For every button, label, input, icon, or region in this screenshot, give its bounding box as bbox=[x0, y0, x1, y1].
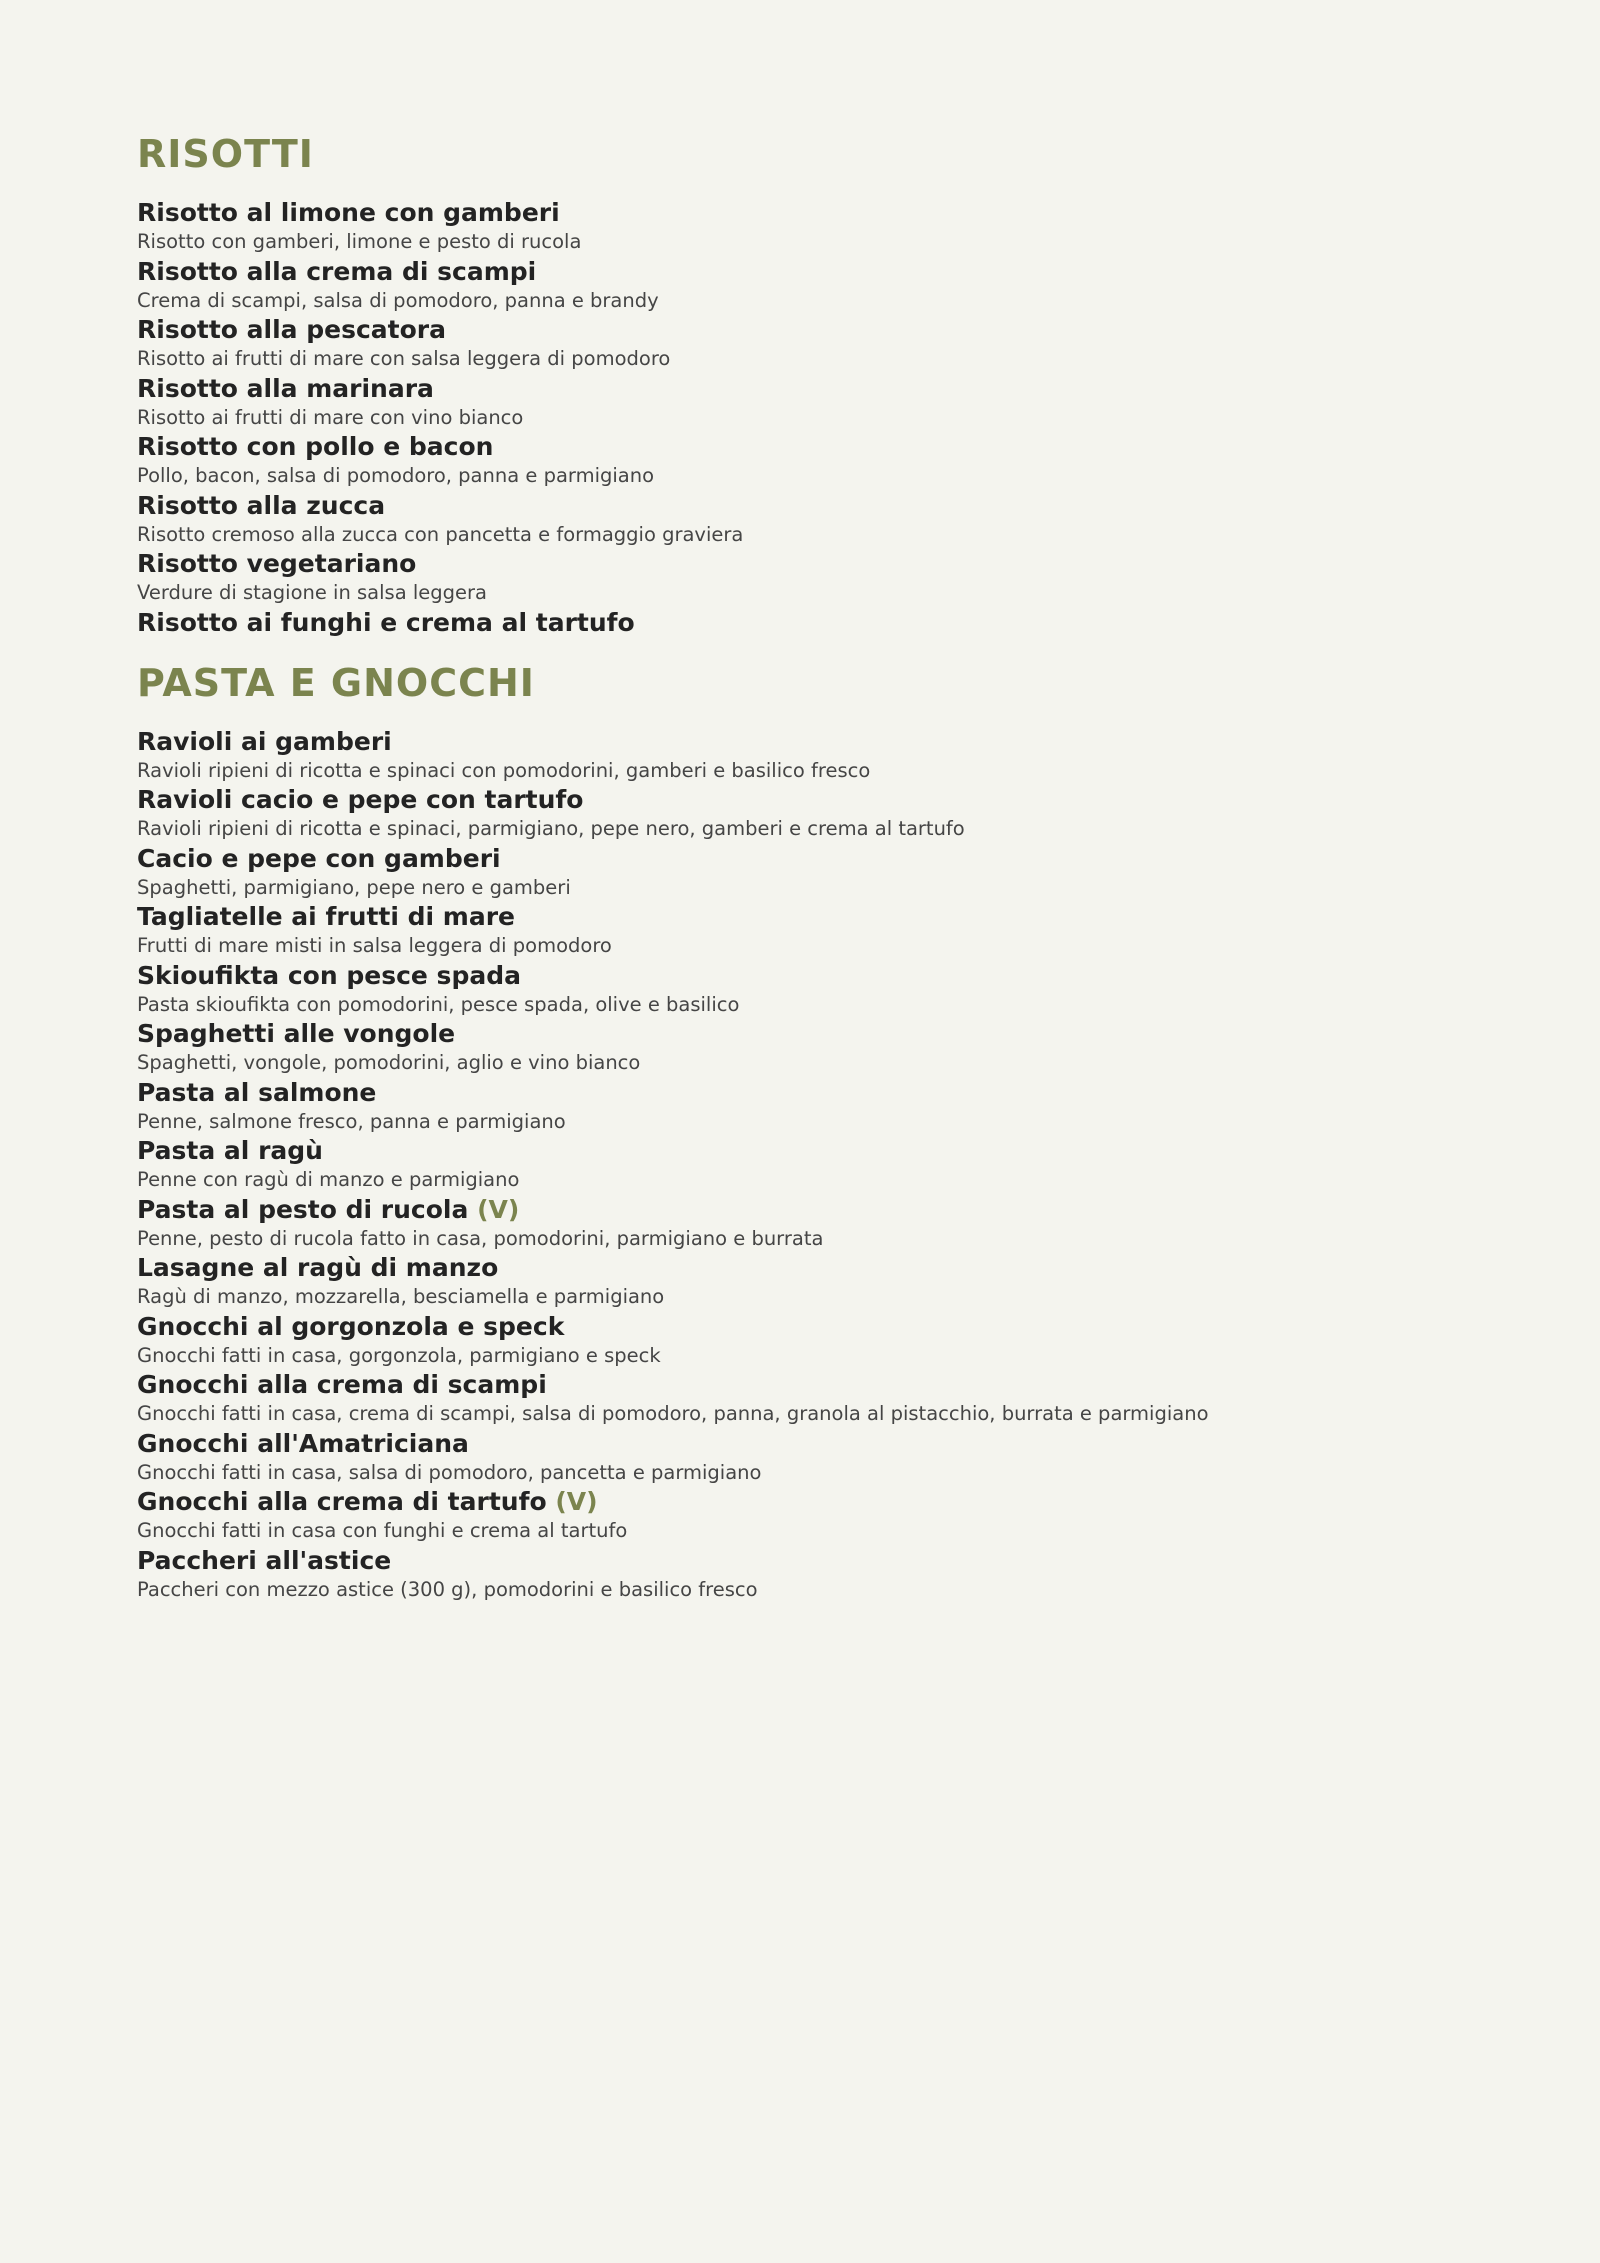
menu-item-name-text: Pasta al pesto di rucola bbox=[137, 1194, 469, 1224]
section-title: PASTA E GNOCCHI bbox=[137, 660, 535, 705]
menu-item bbox=[137, 959, 1517, 1018]
menu-item-description: Gnocchi fatti in casa, salsa di pomodoro, pancetta e parmigiano bbox=[137, 1460, 762, 1484]
menu-item-description: Risotto cremoso alla zucca con pancetta e formaggio graviera bbox=[137, 522, 744, 546]
menu-item-name bbox=[137, 900, 1517, 933]
menu-item-name bbox=[137, 959, 1517, 992]
menu-item-name bbox=[137, 725, 1517, 758]
menu-item-name-text: Ravioli cacio e pepe con tartufo bbox=[137, 785, 584, 814]
menu-item-name-text: Risotto alla crema di scampi bbox=[137, 256, 537, 286]
menu-item-name bbox=[137, 1368, 1517, 1401]
menu-item bbox=[137, 842, 1517, 901]
menu-item-name-text: Paccheri all'astice bbox=[137, 1545, 392, 1575]
menu-item bbox=[137, 313, 1517, 372]
menu-item-name-text: Risotto alla pescatora bbox=[137, 315, 446, 344]
menu-item-name-text: Risotto vegetariano bbox=[137, 549, 417, 578]
menu-item-name bbox=[137, 1134, 1517, 1167]
menu-item-description: Verdure di stagione in salsa leggera bbox=[137, 581, 487, 604]
menu-item-name bbox=[137, 1193, 1517, 1226]
vegetarian-badge: (V) bbox=[555, 1487, 598, 1516]
menu-item-description: Risotto ai frutti di mare con salsa leggera di pomodoro bbox=[137, 347, 671, 370]
menu-item-description: Pollo, bacon, salsa di pomodoro, panna e parmigiano bbox=[137, 464, 655, 487]
menu-item-name-text: Gnocchi al gorgonzola e speck bbox=[137, 1311, 565, 1341]
menu-item-name bbox=[137, 196, 1517, 229]
menu-item-name bbox=[137, 1485, 1517, 1518]
menu-item-name-text: Cacio e pepe con gamberi bbox=[137, 843, 501, 873]
menu-item bbox=[137, 725, 1517, 784]
menu-item bbox=[137, 547, 1517, 606]
menu-item-description: Gnocchi fatti in casa, crema di scampi, salsa di pomodoro, panna, granola al pistacchio, burrata e parmigiano bbox=[137, 1402, 1209, 1425]
menu-item-description: Frutti di mare misti in salsa leggera di pomodoro bbox=[137, 934, 612, 957]
menu-item bbox=[137, 1017, 1517, 1076]
menu-item-description: Gnocchi fatti in casa, gorgonzola, parmigiano e speck bbox=[137, 1343, 661, 1367]
menu-item-description: Ragù di manzo, mozzarella, besciamella e parmigiano bbox=[137, 1285, 665, 1308]
menu-item bbox=[137, 372, 1517, 431]
menu-item-name-text: Spaghetti alle vongole bbox=[137, 1019, 456, 1048]
menu-item-description: Ravioli ripieni di ricotta e spinaci, parmigiano, pepe nero, gamberi e crema al tartufo bbox=[137, 817, 965, 840]
menu-item-name-text: Ravioli ai gamberi bbox=[137, 726, 392, 756]
menu-item-description: Spaghetti, parmigiano, pepe nero e gamberi bbox=[137, 875, 571, 899]
menu-item bbox=[137, 430, 1517, 489]
menu-item bbox=[137, 1485, 1517, 1544]
menu-item bbox=[137, 606, 1517, 639]
menu-item-description: Risotto con gamberi, limone e pesto di rucola bbox=[137, 230, 582, 253]
menu-item-name-text: Skioufikta con pesce spada bbox=[137, 960, 521, 990]
menu-content bbox=[137, 128, 1517, 1602]
menu-item-name bbox=[137, 547, 1517, 580]
menu-item-name-text: Risotto ai funghi e crema al tartufo bbox=[137, 607, 635, 637]
menu-item-description: Penne, salmone fresco, panna e parmigiano bbox=[137, 1109, 566, 1133]
menu-item-description: Penne con ragù di manzo e parmigiano bbox=[137, 1168, 520, 1191]
menu-item-name bbox=[137, 1076, 1517, 1109]
menu-item-list bbox=[137, 196, 1517, 639]
menu-item bbox=[137, 1076, 1517, 1135]
menu-item bbox=[137, 1427, 1517, 1486]
menu-item-name bbox=[137, 255, 1517, 288]
menu-item-name-text: Pasta al ragù bbox=[137, 1136, 323, 1165]
menu-item-name bbox=[137, 430, 1517, 463]
menu-item-name-text: Lasagne al ragù di manzo bbox=[137, 1253, 499, 1282]
menu-item-name bbox=[137, 313, 1517, 346]
menu-item bbox=[137, 900, 1517, 959]
menu-item bbox=[137, 1251, 1517, 1310]
menu-item-description: Spaghetti, vongole, pomodorini, aglio e vino bianco bbox=[137, 1051, 641, 1074]
menu-item bbox=[137, 1193, 1517, 1252]
menu-item bbox=[137, 255, 1517, 314]
menu-item bbox=[137, 1310, 1517, 1369]
menu-item-name bbox=[137, 489, 1517, 522]
menu-item-name-text: Risotto alla marinara bbox=[137, 373, 434, 403]
section-pasta-e-gnocchi bbox=[137, 657, 1517, 1603]
menu-item-name bbox=[137, 1310, 1517, 1343]
menu-item-description: Crema di scampi, salsa di pomodoro, panna e brandy bbox=[137, 288, 659, 312]
menu-item-name-text: Risotto con pollo e bacon bbox=[137, 432, 494, 461]
menu-item-name bbox=[137, 1017, 1517, 1050]
menu-item-description: Gnocchi fatti in casa con funghi e crema al tartufo bbox=[137, 1519, 628, 1542]
menu-item-name-text: Pasta al salmone bbox=[137, 1077, 377, 1107]
menu-item-list bbox=[137, 725, 1517, 1603]
menu-item-name-text: Gnocchi alla crema di tartufo bbox=[137, 1487, 547, 1516]
menu-item-name-text: Tagliatelle ai frutti di mare bbox=[137, 902, 516, 931]
menu-item bbox=[137, 1544, 1517, 1603]
menu-item-name-text: Gnocchi alla crema di scampi bbox=[137, 1370, 547, 1399]
menu-item-name bbox=[137, 783, 1517, 816]
vegetarian-badge: (V) bbox=[477, 1194, 520, 1224]
menu-item-name bbox=[137, 372, 1517, 405]
menu-item-name-text: Risotto al limone con gamberi bbox=[137, 198, 560, 227]
menu-item-description: Risotto ai frutti di mare con vino bianco bbox=[137, 405, 524, 429]
menu-item-description: Penne, pesto di rucola fatto in casa, pomodorini, parmigiano e burrata bbox=[137, 1226, 824, 1250]
menu-item-name bbox=[137, 1544, 1517, 1577]
menu-item bbox=[137, 783, 1517, 842]
menu-item-description: Pasta skioufikta con pomodorini, pesce spada, olive e basilico bbox=[137, 992, 740, 1016]
menu-item-name bbox=[137, 1427, 1517, 1460]
section-risotti bbox=[137, 128, 1517, 639]
menu-item-name bbox=[137, 842, 1517, 875]
menu-item bbox=[137, 489, 1517, 548]
menu-item-description: Ravioli ripieni di ricotta e spinaci con pomodorini, gamberi e basilico fresco bbox=[137, 758, 871, 782]
section-title: RISOTTI bbox=[137, 132, 314, 176]
menu-item-name-text: Gnocchi all'Amatriciana bbox=[137, 1428, 469, 1458]
menu-item bbox=[137, 1368, 1517, 1427]
menu-item-name bbox=[137, 606, 1517, 639]
menu-item-description: Paccheri con mezzo astice (300 g), pomodorini e basilico fresco bbox=[137, 1577, 758, 1601]
menu-item-name bbox=[137, 1251, 1517, 1284]
menu-item-name-text: Risotto alla zucca bbox=[137, 490, 386, 520]
menu-item bbox=[137, 1134, 1517, 1193]
menu-item bbox=[137, 196, 1517, 255]
